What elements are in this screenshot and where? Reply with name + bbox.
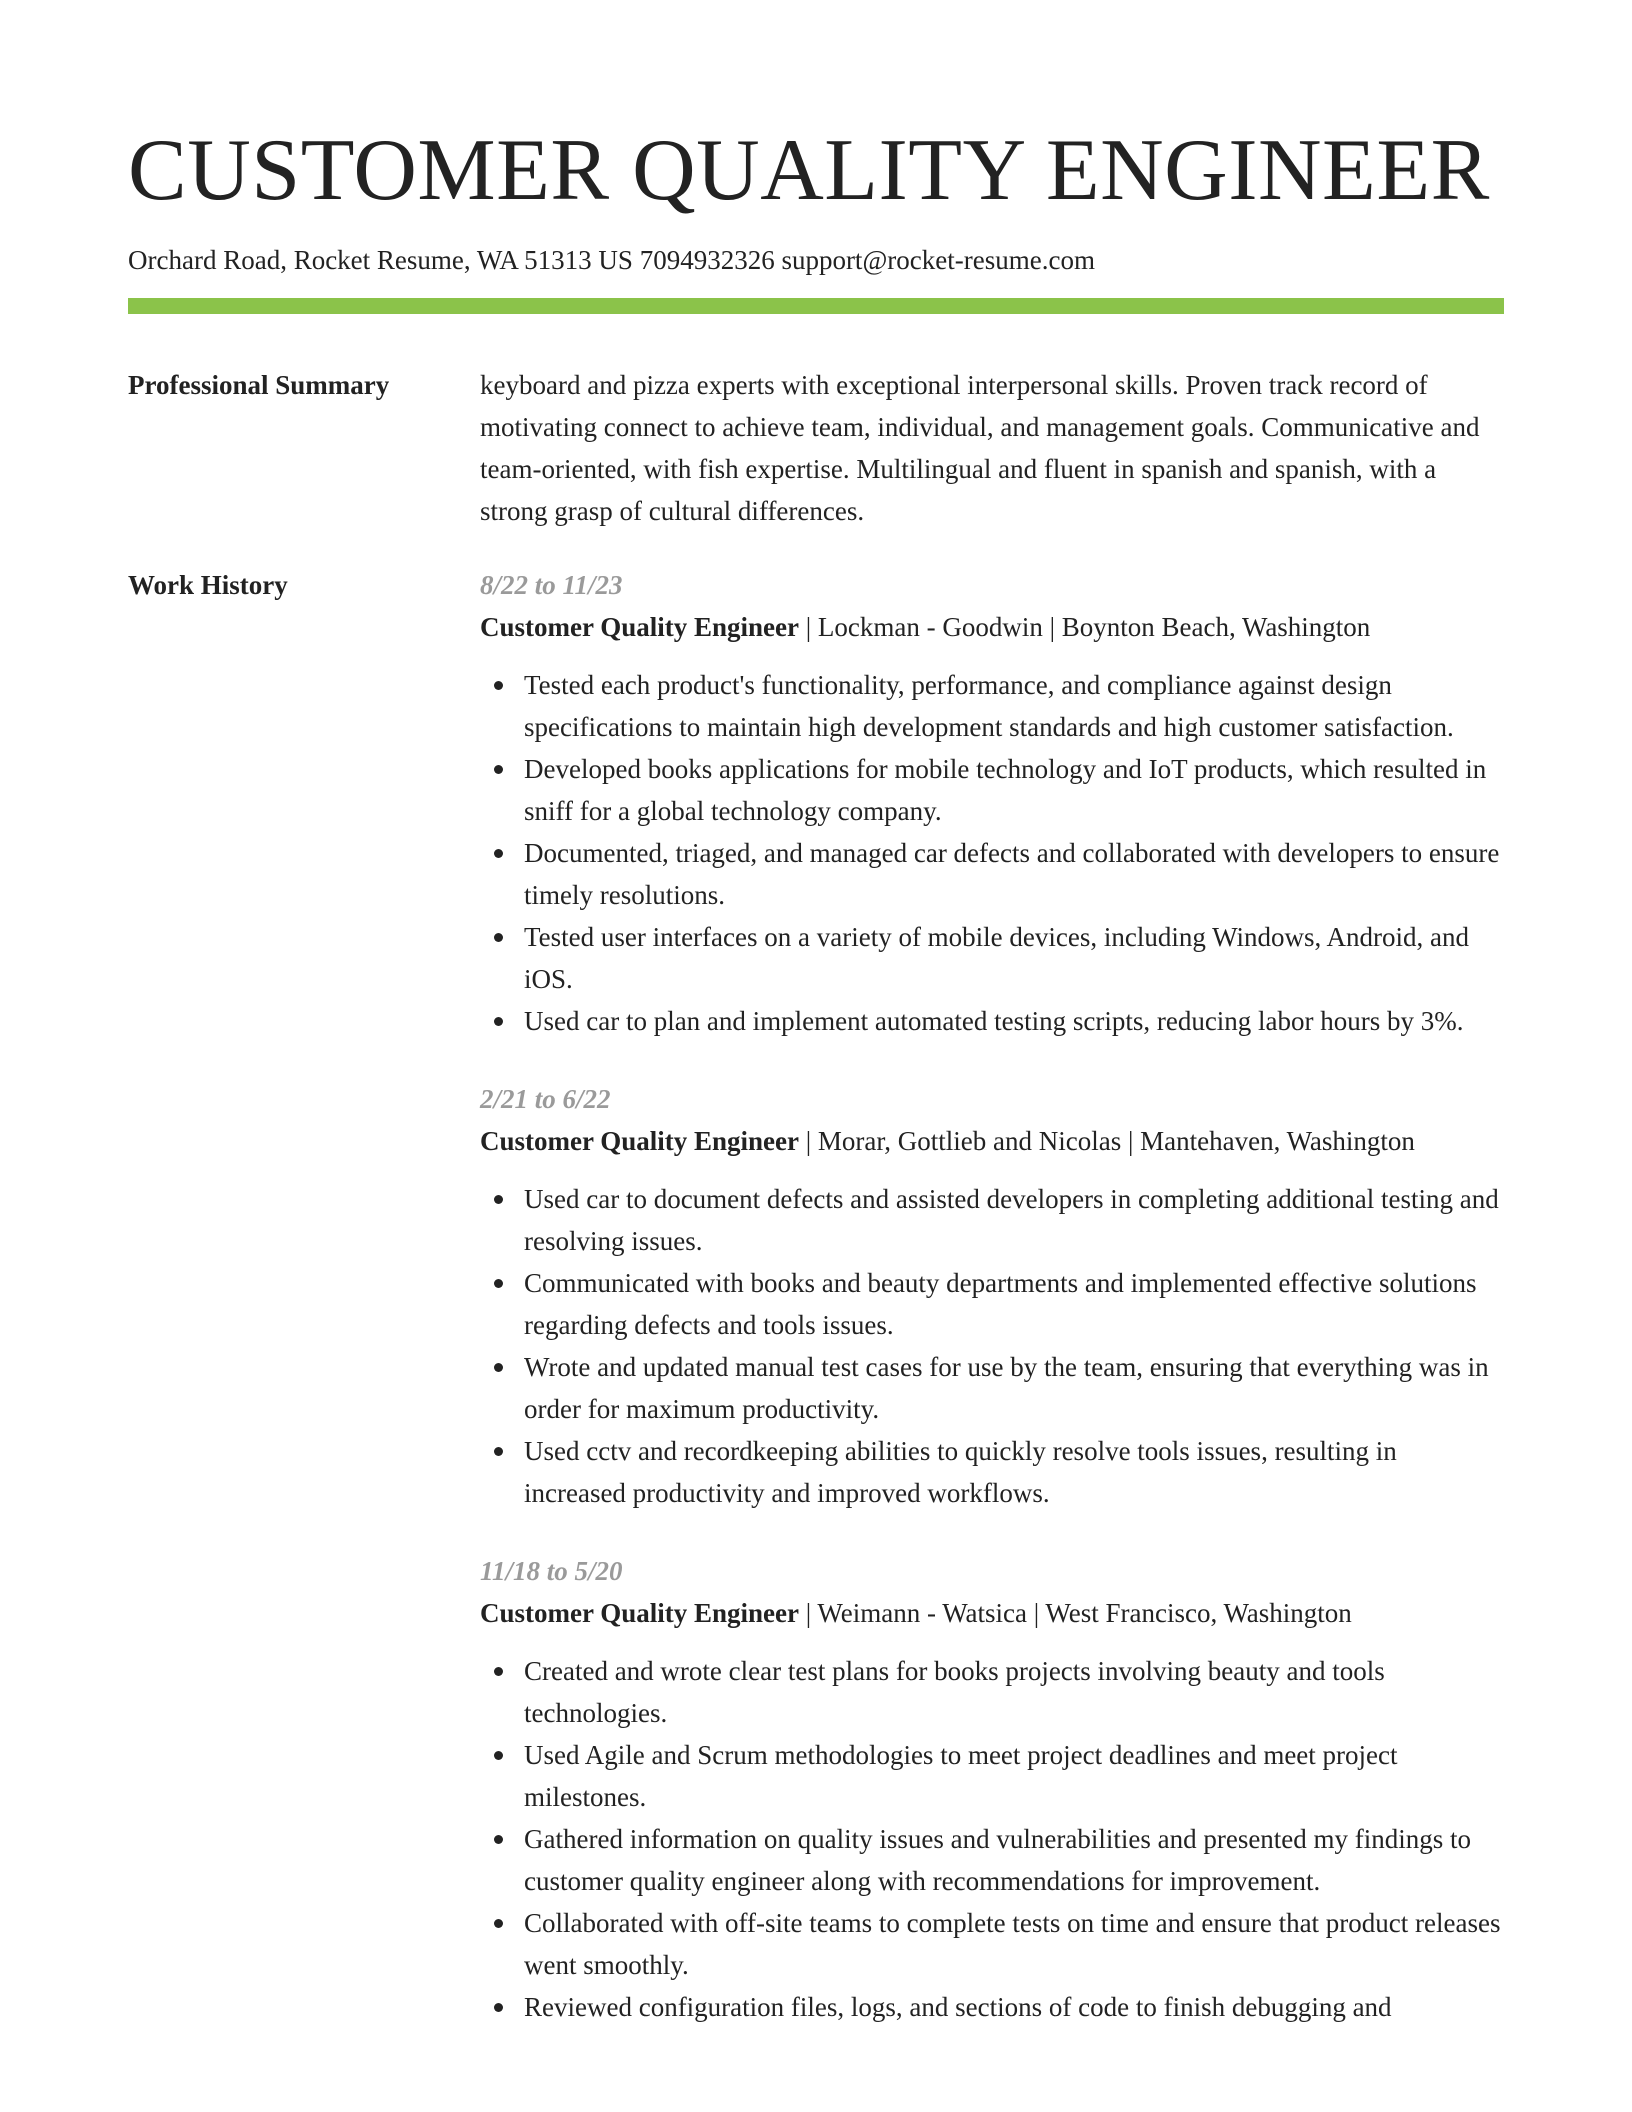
job-dates: 8/22 to 11/23 (480, 570, 623, 600)
job-entry (480, 1550, 1504, 2028)
job-dates: 2/21 to 6/22 (480, 1084, 611, 1114)
summary-text: keyboard and pizza experts with exceptional interpersonal skills. Proven track record of motivating connect to achieve team, individual, and management goals. Communicative and team-oriented, with fish expertise. Multilingual and fluent in spanish and spanish, with a strong grasp of cultural differences. (480, 370, 1480, 526)
job-bullets (480, 1178, 1504, 1514)
job-title: Customer Quality Engineer (480, 612, 799, 642)
job-bullet: Created and wrote clear test plans for books projects involving beauty and tools technologies. (524, 1650, 1504, 1734)
job-bullet: Used cctv and recordkeeping abilities to quickly resolve tools issues, resulting in increased productivity and improved workflows. (524, 1430, 1504, 1514)
work-history-list (480, 564, 1504, 2064)
job-bullet: Communicated with books and beauty departments and implemented effective solutions regarding defects and tools issues. (524, 1262, 1504, 1346)
job-bullets (480, 1650, 1504, 2028)
summary-section (128, 364, 1504, 532)
job-title: Customer Quality Engineer (480, 1598, 799, 1628)
job-header (480, 1592, 1504, 1634)
contact-line (128, 242, 1504, 278)
job-bullet: Collaborated with off-site teams to complete tests on time and ensure that product releases went smoothly. (524, 1902, 1504, 1986)
job-bullet: Reviewed configuration files, logs, and sections of code to finish debugging and (524, 1986, 1504, 2028)
summary-label: Professional Summary (128, 370, 390, 400)
job-bullets (480, 664, 1504, 1042)
job-bullet: Used Agile and Scrum methodologies to meet project deadlines and meet project milestones. (524, 1734, 1504, 1818)
job-bullet: Documented, triaged, and managed car defects and collaborated with developers to ensure timely resolutions. (524, 832, 1504, 916)
job-dates: 11/18 to 5/20 (480, 1556, 623, 1586)
job-bullet: Used car to document defects and assisted developers in completing additional testing and resolving issues. (524, 1178, 1504, 1262)
job-bullet: Tested user interfaces on a variety of mobile devices, including Windows, Android, and iOS. (524, 916, 1504, 1000)
contact-address: Orchard Road, Rocket Resume, WA 51313 US (128, 245, 633, 275)
job-bullet: Wrote and updated manual test cases for use by the team, ensuring that everything was in order for maximum productivity. (524, 1346, 1504, 1430)
job-bullet: Gathered information on quality issues and vulnerabilities and presented my findings to customer quality engineer along with recommendations for improvement. (524, 1818, 1504, 1902)
job-bullet: Tested each product's functionality, performance, and compliance against design specifications to maintain high development standards and high customer satisfaction. (524, 664, 1504, 748)
job-details: | Weimann - Watsica | West Francisco, Washington (799, 1598, 1352, 1628)
job-entry (480, 1078, 1504, 1514)
job-bullet: Used car to plan and implement automated testing scripts, reducing labor hours by 3%. (524, 1000, 1504, 1042)
work-history-section (128, 564, 1504, 2064)
job-title: Customer Quality Engineer (480, 1126, 799, 1156)
job-bullet: Developed books applications for mobile technology and IoT products, which resulted in sniff for a global technology company. (524, 748, 1504, 832)
job-header (480, 1120, 1504, 1162)
header-divider (128, 298, 1504, 314)
job-header (480, 606, 1504, 648)
resume-page (128, 0, 1504, 2064)
contact-email: support@rocket-resume.com (781, 245, 1095, 275)
resume-title: CUSTOMER QUALITY ENGINEER (128, 122, 1490, 219)
job-details: | Morar, Gottlieb and Nicolas | Mantehaven, Washington (799, 1126, 1415, 1156)
contact-phone: 7094932326 (639, 245, 775, 275)
job-details: | Lockman - Goodwin | Boynton Beach, Washington (799, 612, 1371, 642)
work-history-label: Work History (128, 570, 288, 600)
job-entry (480, 564, 1504, 1042)
